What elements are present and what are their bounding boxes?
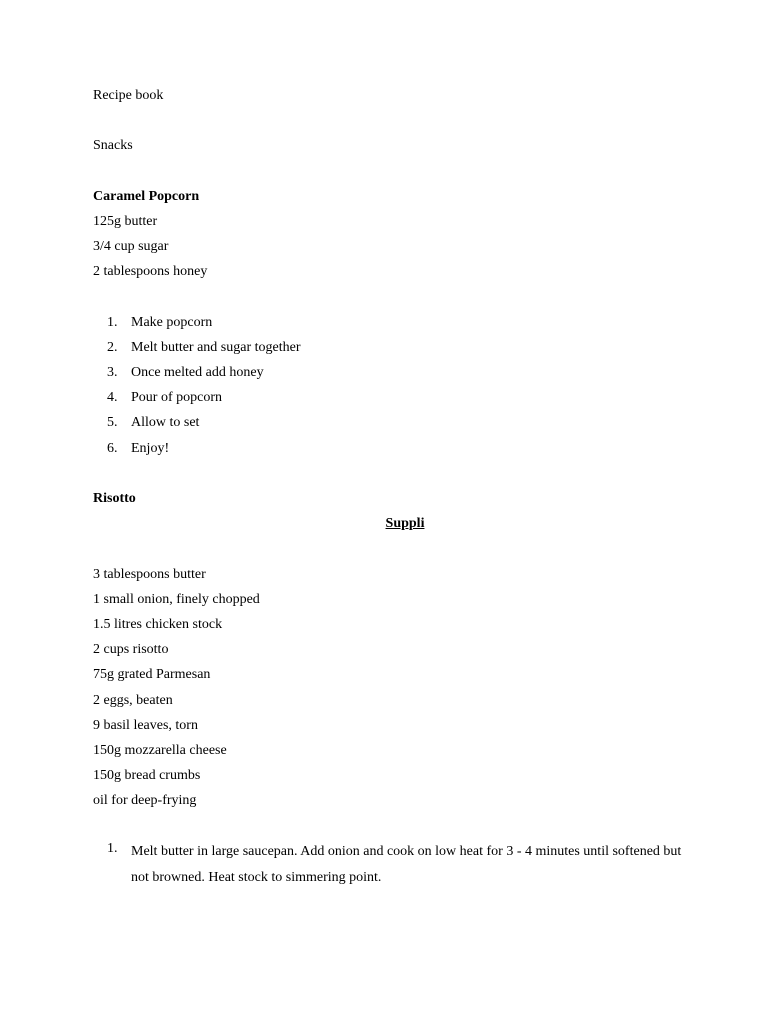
recipe-title: Caramel Popcorn bbox=[93, 188, 200, 204]
recipe-subtitle: Suppli bbox=[385, 516, 425, 532]
step-number: 2. bbox=[107, 339, 118, 355]
ingredient-line: 150g mozzarella cheese bbox=[93, 742, 227, 758]
step-number: 5. bbox=[107, 415, 118, 431]
step-item bbox=[93, 439, 683, 464]
ingredient-line: 2 tablespoons honey bbox=[93, 264, 208, 280]
ingredient-line: 9 basil leaves, torn bbox=[93, 717, 198, 733]
document-page bbox=[93, 86, 683, 891]
document-title: Recipe book bbox=[93, 88, 164, 103]
ingredient-line: 75g grated Parmesan bbox=[93, 667, 211, 683]
step-number: 3. bbox=[107, 365, 118, 381]
step-list bbox=[93, 839, 683, 891]
step-list bbox=[93, 313, 683, 464]
ingredient-line: 3/4 cup sugar bbox=[93, 239, 169, 255]
step-number: 6. bbox=[107, 440, 118, 456]
step-item bbox=[93, 388, 683, 413]
ingredient-line: 1.5 litres chicken stock bbox=[93, 616, 223, 632]
step-item bbox=[93, 363, 683, 388]
step-text: Once melted add honey bbox=[131, 365, 264, 381]
section-heading: Snacks bbox=[93, 138, 133, 154]
step-number: 1. bbox=[107, 840, 118, 856]
ingredient-line: 2 eggs, beaten bbox=[93, 692, 173, 708]
step-text: Melt butter and sugar together bbox=[131, 339, 301, 355]
step-item bbox=[93, 839, 683, 891]
ingredient-line: 125g butter bbox=[93, 213, 158, 229]
ingredient-line: 3 tablespoons butter bbox=[93, 566, 206, 582]
step-text: Allow to set bbox=[131, 415, 200, 431]
step-text: Melt butter in large saucepan. Add onion and cook on low heat for 3 - 4 minutes until softened but not browned. Heat stock to simmering point. bbox=[131, 843, 682, 885]
step-number: 1. bbox=[107, 314, 118, 330]
recipe-title: Risotto bbox=[93, 491, 136, 506]
step-text: Enjoy! bbox=[131, 440, 170, 456]
step-number: 4. bbox=[107, 390, 118, 406]
step-item bbox=[93, 338, 683, 363]
ingredient-line: oil for deep-frying bbox=[93, 793, 197, 809]
step-text: Pour of popcorn bbox=[131, 390, 222, 406]
step-item bbox=[93, 313, 683, 338]
step-text: Make popcorn bbox=[131, 314, 213, 330]
ingredient-line: 150g bread crumbs bbox=[93, 768, 201, 784]
step-item bbox=[93, 413, 683, 438]
ingredient-line: 1 small onion, finely chopped bbox=[93, 591, 260, 607]
ingredient-line: 2 cups risotto bbox=[93, 642, 169, 658]
